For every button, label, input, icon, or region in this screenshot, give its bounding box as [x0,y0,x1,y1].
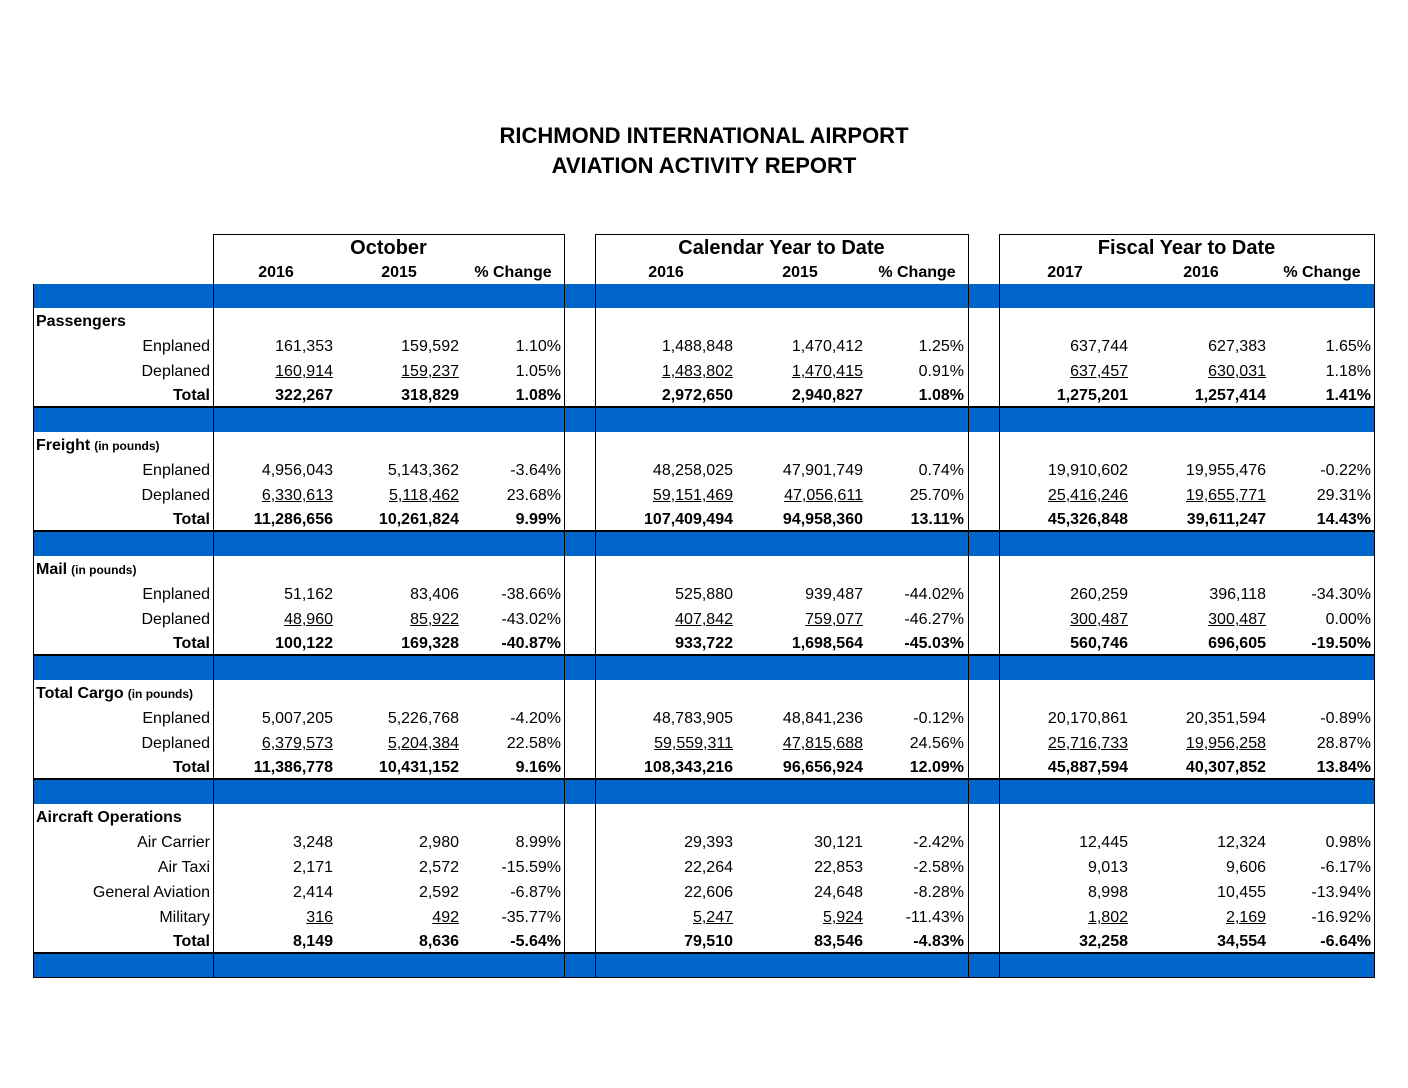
blue-band [33,954,1375,978]
column-header: 2016 [258,264,294,281]
table-row [33,607,1375,632]
total-row [33,632,1375,656]
divider-calendar-right [968,234,969,978]
report-title-line1: RICHMOND INTERNATIONAL AIRPORT [499,123,909,148]
value-cell: -19.50% [1311,635,1371,652]
frame-left [33,284,34,978]
frame-bottom [33,977,1375,978]
total-label: Total [172,933,210,950]
value-cell: -11.43% [905,909,964,926]
value-cell: 13.84% [1316,759,1371,776]
value-cell: -0.89% [1320,710,1371,727]
value-cell: 22,853 [814,859,863,876]
value-cell: 525,880 [675,586,733,603]
value-cell: 47,815,688 [782,735,863,752]
value-cell: -0.12% [913,710,964,727]
value-cell: 29.31% [1316,487,1371,504]
column-header: 2015 [381,264,417,281]
period-title: Calendar Year to Date [678,237,885,259]
value-cell: 12,445 [1079,834,1128,851]
total-row [33,384,1375,408]
value-cell: 1.18% [1325,363,1371,380]
value-cell: 2,572 [418,859,459,876]
value-cell: 322,267 [275,387,333,404]
value-cell: 159,237 [401,363,459,380]
section-header [33,432,1375,458]
row-label: Deplaned [141,363,210,380]
value-cell: 4,956,043 [261,462,333,479]
value-cell: 933,722 [675,635,733,652]
section-header [33,680,1375,706]
divider-labels [213,234,214,978]
value-cell: 19,655,771 [1185,487,1266,504]
value-cell: 396,118 [1209,586,1266,603]
divider-fiscal-left [999,234,1000,978]
section-title [36,433,160,459]
value-cell: 637,744 [1070,338,1128,355]
value-cell: 25,416,246 [1047,487,1128,504]
value-cell: -44.02% [904,586,964,603]
value-cell: -15.59% [501,859,561,876]
value-cell: 627,383 [1208,338,1266,355]
value-cell: 59,151,469 [652,487,733,504]
value-cell: 48,960 [284,611,333,628]
value-cell: -45.03% [904,635,964,652]
value-cell: 161,353 [275,338,333,355]
column-header-row [33,262,1375,284]
value-cell: 8,998 [1087,884,1128,901]
value-cell: 34,554 [1217,933,1266,950]
value-cell: -2.42% [913,834,964,851]
value-cell: 85,922 [410,611,459,628]
value-cell: -38.66% [501,586,561,603]
value-cell: 3,248 [292,834,333,851]
column-header: 2015 [782,264,818,281]
row-label: Deplaned [141,487,210,504]
total-label: Total [172,635,210,652]
value-cell: 9,606 [1225,859,1266,876]
value-cell: 107,409,494 [644,511,733,528]
value-cell: 32,258 [1079,933,1128,950]
blue-band [33,284,1375,308]
value-cell: 8,149 [292,933,333,950]
value-cell: 318,829 [401,387,459,404]
row-label: Air Taxi [157,859,210,876]
section-title-text: Passengers [36,313,126,330]
value-cell: 48,258,025 [652,462,733,479]
table-row [33,359,1375,384]
value-cell: 24,648 [814,884,863,901]
value-cell: 5,247 [692,909,733,926]
value-cell: 260,259 [1070,586,1128,603]
value-cell: -35.77% [501,909,561,926]
value-cell: 1.08% [515,387,561,404]
section-unit: (in pounds) [94,439,160,453]
value-cell: -0.22% [1320,462,1371,479]
value-cell: 11,286,656 [253,511,333,528]
value-cell: 1,275,201 [1056,387,1128,404]
value-cell: 39,611,247 [1186,511,1266,528]
value-cell: 23.68% [506,487,561,504]
value-cell: 1,488,848 [661,338,733,355]
value-cell: 2,980 [418,834,459,851]
value-cell: 1.08% [918,387,964,404]
value-cell: 0.98% [1325,834,1371,851]
blue-band [33,656,1375,680]
value-cell: 637,457 [1070,363,1128,380]
period-header-row [33,234,1375,262]
value-cell: -6.17% [1320,859,1371,876]
value-cell: 5,204,384 [387,735,459,752]
section-title-text: Freight [36,437,91,454]
value-cell: 48,783,905 [652,710,733,727]
row-label: Enplaned [142,710,210,727]
value-cell: 51,162 [284,586,333,603]
column-header: 2016 [648,264,684,281]
frame-top-calendar [595,234,968,235]
value-cell: 2,414 [292,884,333,901]
section-unit: (in pounds) [127,687,194,701]
table-row [33,830,1375,855]
total-row [33,508,1375,532]
report-title-line2: AVIATION ACTIVITY REPORT [551,153,857,178]
value-cell: 96,656,924 [782,759,863,776]
value-cell: -4.83% [913,933,964,950]
value-cell: -34.30% [1311,586,1371,603]
row-label: General Aviation [92,884,210,901]
value-cell: 159,592 [401,338,459,355]
value-cell: 25,716,733 [1047,735,1128,752]
value-cell: 1.10% [515,338,561,355]
value-cell: 1.25% [918,338,964,355]
value-cell: 10,455 [1217,884,1266,901]
section-title-text: Mail [36,561,68,578]
section-title [36,557,136,583]
value-cell: 79,510 [684,933,733,950]
value-cell: 30,121 [814,834,863,851]
table-row [33,855,1375,880]
value-cell: 13.11% [910,511,964,528]
value-cell: 696,605 [1208,635,1266,652]
value-cell: 316 [306,909,333,926]
row-label: Enplaned [142,462,210,479]
value-cell: 45,326,848 [1047,511,1128,528]
column-header: 2016 [1183,264,1219,281]
row-label: Enplaned [142,586,210,603]
value-cell: 492 [432,909,459,926]
value-cell: 47,056,611 [784,487,863,504]
value-cell: 1,698,564 [791,635,863,652]
value-cell: 100,122 [275,635,333,652]
value-cell: 24.56% [909,735,964,752]
section-title-text: Aircraft Operations [36,809,182,826]
value-cell: 8.99% [515,834,561,851]
table-row [33,706,1375,731]
value-cell: 1.65% [1325,338,1371,355]
value-cell: 6,330,613 [261,487,333,504]
frame-top-fiscal [999,234,1375,235]
total-row [33,756,1375,780]
value-cell: 9.16% [515,759,561,776]
value-cell: 5,924 [822,909,863,926]
value-cell: 14.43% [1316,511,1371,528]
value-cell: 22,606 [684,884,733,901]
value-cell: 2,592 [418,884,459,901]
value-cell: 40,307,852 [1185,759,1266,776]
value-cell: 45,887,594 [1047,759,1128,776]
value-cell: 28.87% [1316,735,1371,752]
row-label: Enplaned [142,338,210,355]
value-cell: 29,393 [684,834,733,851]
row-label: Deplaned [141,611,210,628]
section-title [36,681,193,707]
value-cell: 0.00% [1325,611,1371,628]
value-cell: 407,842 [675,611,733,628]
table-row [33,483,1375,508]
period-title: Fiscal Year to Date [1097,237,1276,259]
value-cell: 2,940,827 [791,387,863,404]
value-cell: -5.64% [510,933,561,950]
section-title [36,805,182,831]
value-cell: 1,802 [1087,909,1128,926]
value-cell: 8,636 [418,933,459,950]
value-cell: 169,328 [401,635,459,652]
total-row [33,930,1375,954]
value-cell: 1.05% [515,363,561,380]
value-cell: -6.87% [510,884,561,901]
value-cell: 9,013 [1087,859,1128,876]
value-cell: 9.99% [515,511,561,528]
value-cell: -2.58% [913,859,964,876]
value-cell: -8.28% [913,884,964,901]
column-header: % Change [474,264,552,281]
value-cell: 10,261,824 [378,511,459,528]
value-cell: -16.92% [1311,909,1371,926]
value-cell: 12,324 [1217,834,1266,851]
value-cell: 83,406 [410,586,459,603]
divider-october-right [564,234,565,978]
value-cell: 5,007,205 [261,710,333,727]
value-cell: 20,351,594 [1185,710,1266,727]
value-cell: 19,956,258 [1185,735,1266,752]
row-label: Military [159,909,210,926]
column-header: % Change [878,264,956,281]
period-title: October [350,237,427,259]
total-label: Total [172,759,210,776]
value-cell: -13.94% [1311,884,1371,901]
column-header: 2017 [1047,264,1083,281]
value-cell: 0.74% [918,462,964,479]
value-cell: 939,487 [805,586,863,603]
column-header: % Change [1283,264,1361,281]
value-cell: 11,386,778 [253,759,333,776]
value-cell: 1.41% [1325,387,1371,404]
value-cell: 1,470,415 [791,363,863,380]
value-cell: 47,901,749 [782,462,863,479]
value-cell: 759,077 [805,611,863,628]
value-cell: 94,958,360 [782,511,863,528]
value-cell: 2,972,650 [661,387,733,404]
value-cell: 19,910,602 [1047,462,1128,479]
section-header [33,556,1375,582]
value-cell: 10,431,152 [378,759,459,776]
value-cell: 630,031 [1208,363,1266,380]
value-cell: 300,487 [1208,611,1266,628]
value-cell: 300,487 [1070,611,1128,628]
table-row [33,582,1375,607]
frame-top-october [213,234,564,235]
value-cell: -46.27% [904,611,964,628]
value-cell: 19,955,476 [1185,462,1266,479]
value-cell: 160,914 [275,363,333,380]
total-label: Total [172,387,210,404]
value-cell: 12.09% [909,759,964,776]
value-cell: -43.02% [501,611,561,628]
table-row [33,731,1375,756]
value-cell: 6,379,573 [261,735,333,752]
value-cell: -6.64% [1320,933,1371,950]
value-cell: -4.20% [510,710,561,727]
value-cell: 5,143,362 [387,462,459,479]
row-label: Deplaned [141,735,210,752]
value-cell: 560,746 [1070,635,1128,652]
value-cell: 1,257,414 [1194,387,1266,404]
section-title-text: Total Cargo [36,685,124,702]
section-unit: (in pounds) [71,563,137,577]
value-cell: -3.64% [510,462,561,479]
section-header [33,804,1375,830]
value-cell: 59,559,311 [654,735,733,752]
divider-right [1374,234,1375,978]
table-row [33,458,1375,483]
value-cell: 5,226,768 [387,710,459,727]
value-cell: 1,470,412 [791,338,863,355]
value-cell: 2,169 [1225,909,1266,926]
value-cell: 2,171 [292,859,333,876]
section-header [33,308,1375,334]
value-cell: 108,343,216 [644,759,733,776]
value-cell: 83,546 [814,933,863,950]
value-cell: -40.87% [501,635,561,652]
value-cell: 25.70% [909,487,964,504]
blue-band [33,532,1375,556]
value-cell: 5,118,462 [389,487,459,504]
blue-band [33,408,1375,432]
blue-band [33,780,1375,804]
value-cell: 1,483,802 [661,363,733,380]
total-label: Total [172,511,210,528]
value-cell: 22.58% [506,735,561,752]
table-row [33,880,1375,905]
activity-table [33,234,1375,978]
table-row [33,905,1375,930]
value-cell: 0.91% [918,363,964,380]
value-cell: 48,841,236 [782,710,863,727]
table-row [33,334,1375,359]
section-title [36,309,126,335]
divider-calendar-left [595,234,596,978]
value-cell: 20,170,861 [1047,710,1128,727]
row-label: Air Carrier [137,834,210,851]
value-cell: 22,264 [684,859,733,876]
